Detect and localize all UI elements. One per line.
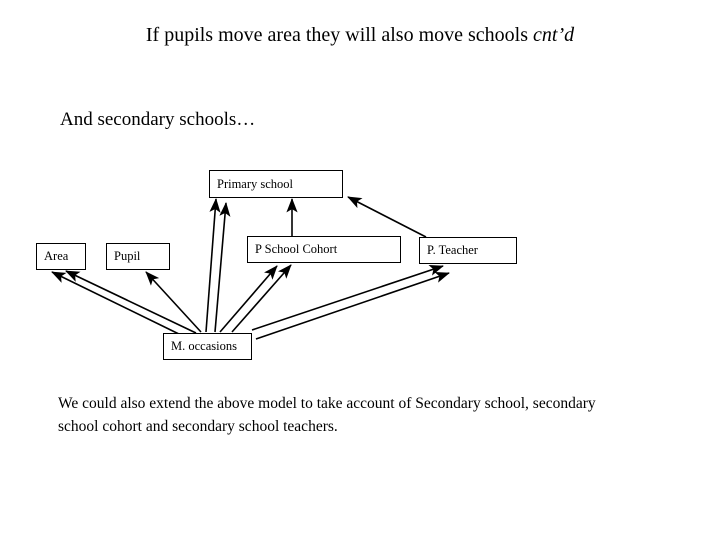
page-title-main: If pupils move area they will also move schools (145, 24, 534, 46)
edge-m-occasions-to-primary-school-2 (215, 203, 226, 332)
footer-note: We could also extend the above model to take account of Secondary school, secondary school cohort and secondary school teachers. (58, 395, 596, 435)
edge-p-teacher-to-primary-school (348, 197, 426, 237)
node-p-school-cohort-label: P School Cohort (255, 242, 338, 257)
edge-m-occasions-to-primary-school-1 (206, 199, 216, 332)
edge-m-occasions-to-cohort-2 (232, 265, 291, 332)
node-pupil[interactable] (106, 243, 170, 270)
node-pupil-label: Pupil (114, 249, 141, 264)
node-primary-school-label: Primary school (217, 176, 294, 191)
edge-m-occasions-to-cohort-1 (220, 266, 277, 332)
node-p-school-cohort[interactable] (247, 236, 401, 263)
edge-m-occasions-to-area-2 (66, 271, 196, 333)
edge-m-occasions-to-area-1 (52, 272, 183, 336)
page-title-italic: cnt’d (533, 24, 575, 46)
node-area[interactable] (36, 243, 86, 270)
node-primary-school[interactable] (209, 170, 343, 198)
node-p-teacher-label: P. Teacher (427, 243, 478, 258)
subtitle: And secondary schools… (60, 109, 256, 130)
node-p-teacher[interactable] (419, 237, 517, 264)
edge-m-occasions-to-p-teacher-2 (256, 273, 449, 339)
node-m-occasions-label: M. occasions (171, 339, 237, 354)
node-m-occasions[interactable] (163, 333, 252, 360)
node-area-label: Area (44, 249, 69, 264)
